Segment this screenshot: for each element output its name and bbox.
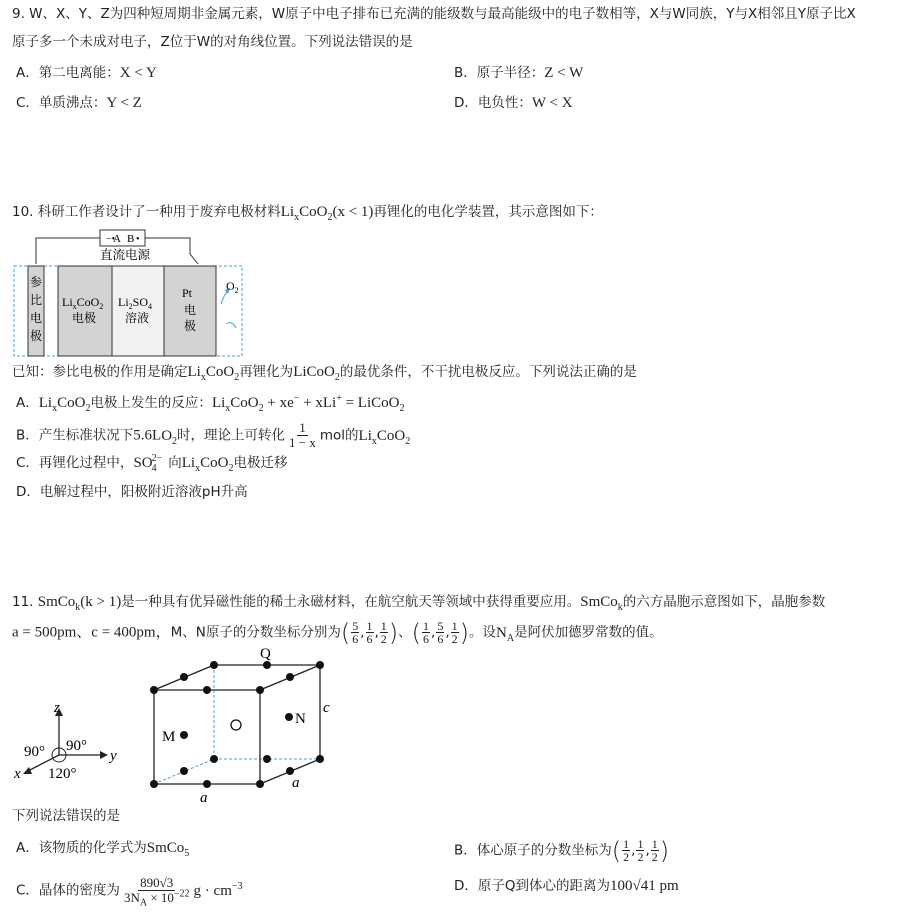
q11-option-a[interactable]: A．该物质的化学式为SmCo$_5$ [16,840,190,859]
svg-text:电极: 电极 [72,311,97,325]
svg-text:极: 极 [30,329,43,343]
svg-text:LixCoO2: $Li_xCoO_2$ [62,295,104,311]
q10-option-d[interactable]: D．电解过程中，阳极附近溶液pH升高 [16,484,248,500]
svg-text:90°: 90° [24,744,45,760]
svg-text:Li2SO4: $Li_2SO_4$ [118,295,153,311]
q9-option-b[interactable]: B．原子半径：Z < W [454,65,584,81]
svg-text:120°: 120° [48,766,77,782]
axis-z-label: z [54,700,60,716]
q9-stem-line2: 原子多一个未成对电子，Z位于W的对角线位置。下列说法错误的是 [12,34,413,50]
svg-text:比: 比 [30,293,43,307]
q11-option-c[interactable]: C．晶体的密度为 $\frac{890√3}{3N_A \times 10^{-22}}$ $g \cdot cm^{-3}$ [16,875,243,909]
q11-stem-line2: a = 500pm、c = 400pm，M、N原子的分数坐标分别为( $\frac{5}{6}$ , $\frac{1}{6}$ , $\frac{1}{2}$ )、( $\frac{1}{6}$ , $\frac{5}{6}$ , $\frac{1}{2}$ )。设$N_A$是阿伏加德罗常数的值。 [12,618,663,647]
label-a-front: a [200,790,208,805]
reaction-equation: $Li_xCoO_2 + xe^- + xLi^+$ = LiCoO$_2$ [211,393,405,414]
axis-y-label: y [110,748,117,764]
svg-text:−•: −• [106,234,116,245]
q11-prompt: 下列说法错误的是 [12,808,120,824]
label-n: N [295,711,306,727]
q10-stem: 10. 科研工作者设计了一种用于废弃电极材料$Li_xCoO_2(x < 1)$再锂化的电化学装置，其示意图如下： [12,204,603,223]
density-fraction: $\frac{890√3}{3N_A \times 10^{-22}}$ [123,875,190,909]
terminal-a-label: A [113,233,121,245]
electrochem-device-diagram [10,224,250,360]
body-center-atom [231,720,241,730]
svg-text:•: • [136,234,140,245]
label-m: M [162,729,176,745]
svg-text:电: 电 [30,311,43,325]
mol-fraction: $\frac{1}{1 - x}$ [289,420,316,450]
smco-unit-cell-figure [140,640,340,805]
svg-text:Pt: Pt [182,286,193,300]
coordinate-axes-figure [14,700,124,785]
q10-known: 已知：参比电极的作用是确定$Li_xCoO_2$再锂化为LiCoO$_2$的最优条件，不干扰电极反应。下列说法正确的是 [12,364,637,383]
label-c: c [323,700,330,716]
atom-q [263,661,271,669]
q11-option-d[interactable]: D．原子Q到体心的距离为100√41 pm [454,878,679,894]
q11-stem-line1: 11. SmCo$_k$(k > 1)是一种具有优异磁性能的稀土永磁材料，在航空航天等领域中获得重要应用。SmCo$_k$的六方晶胞示意图如下，晶胞参数 [12,594,826,613]
terminal-b-label: B [127,233,135,245]
label-a-side: a [292,775,300,791]
svg-text:溶液: 溶液 [125,311,150,325]
atom-n [285,713,293,721]
q11-option-b[interactable]: B．体心原子的分数坐标为( $\frac{1}{2}$ , $\frac{1}{2}$ , $\frac{1}{2}$ ) [454,836,670,865]
svg-text:参: 参 [30,275,43,289]
q9-option-a[interactable]: A．第二电离能：X < Y [16,65,157,81]
q9-option-c[interactable]: C．单质沸点：Y < Z [16,95,142,111]
q10-option-a[interactable]: A．$Li_xCoO_2$电极上发生的反应：$Li_xCoO_2 + xe^- + xLi^+$ = LiCoO$_2$ [16,393,405,414]
label-q: Q [260,646,271,662]
atom-m [180,731,188,739]
axis-x-label: x [14,766,21,782]
q9-stem-line1: 9. W、X、Y、Z为四种短周期非金属元素，W原子中电子排布已充满的能级数与最高能级中的电子数相等，X与W同族，Y与X相邻且Y原子比X [12,6,856,22]
q9-option-d[interactable]: D．电负性：W < X [454,95,573,111]
dc-power-label: 直流电源 [100,248,151,262]
svg-text:电: 电 [184,303,197,317]
svg-text:O2: $O_2$ [226,279,239,295]
q10-option-c[interactable]: C．再锂化过程中，$SO_4^{2-}$ 向$Li_xCoO_2$电极迁移 [16,453,288,474]
svg-text:极: 极 [184,319,197,333]
q10-option-b[interactable]: B．产生标准状况下$5.6LO_2$时，理论上可转化 $\frac{1}{1 - x}$ mol的$Li_xCoO_2$ [16,420,411,450]
lixcoo2-formula: $Li_xCoO_2$ [280,204,333,223]
svg-text:90°: 90° [66,738,87,754]
